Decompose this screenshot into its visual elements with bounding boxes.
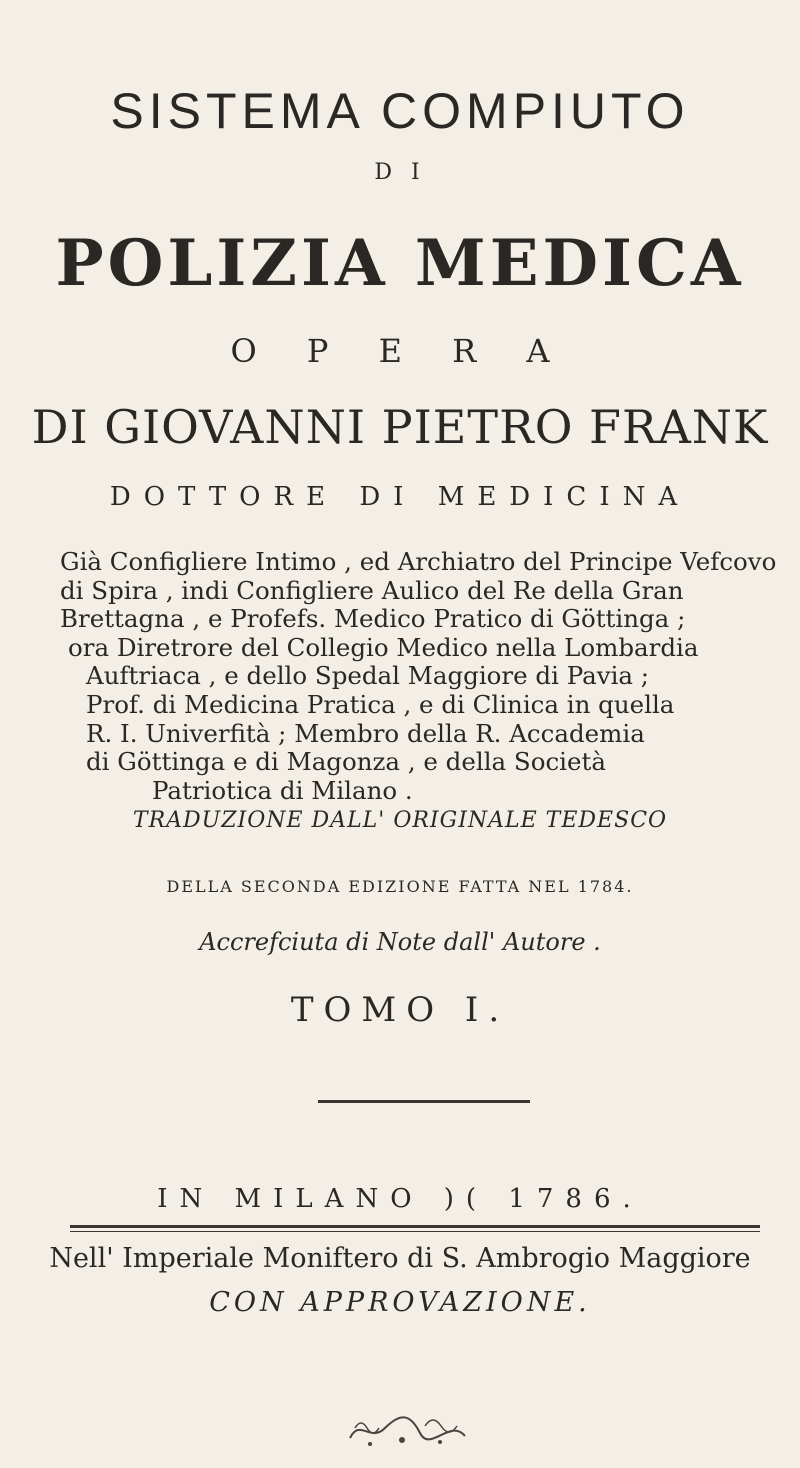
title-line-sistema-compiuto: SISTEMA COMPIUTO xyxy=(110,83,690,139)
translation-note: TRADUZIONE DALL' ORIGINALE TEDESCO xyxy=(132,808,668,833)
description-line: di Göttinga e di Magonza , e della Società xyxy=(86,747,606,777)
description-line: Già Configliere Intimo , ed Archiatro del Principe Vefcovo xyxy=(60,547,777,576)
author-degree: DOTTORE DI MEDICINA xyxy=(109,482,691,512)
title-line-opera: O P E R A xyxy=(230,332,570,370)
description-line: ora Diretrore del Collegio Medico nella Lombardia xyxy=(68,632,699,662)
printer-ornament-icon xyxy=(340,1398,480,1452)
double-rule-thin xyxy=(70,1231,760,1232)
description-line: di Spira , indi Configliere Aulico del Re della Gran xyxy=(60,575,684,605)
description-line: Patriotica di Milano . xyxy=(152,775,413,805)
edition-note: DELLA SECONDA EDIZIONE FATTA NEL 1784. xyxy=(166,877,634,896)
main-title-polizia-medica: POLIZIA MEDICA xyxy=(55,226,745,301)
double-rule xyxy=(70,1225,760,1228)
description-line: Auftriaca , e dello Spedal Maggiore di Pavia ; xyxy=(86,661,650,691)
notes-note: Accrefciuta di Note dall' Autore . xyxy=(199,928,601,956)
approval-line: CON APPROVAZIONE. xyxy=(209,1287,591,1318)
printer-line: Nell' Imperiale Moniftero di S. Ambrogio Maggiore xyxy=(49,1243,751,1274)
volume-label: TOMO I. xyxy=(290,990,510,1030)
author-description xyxy=(60,547,777,805)
description-line: Prof. di Medicina Pratica , e di Clinica in quella xyxy=(86,689,675,719)
title-line-di: D I xyxy=(374,160,426,185)
decorative-rule xyxy=(318,1100,530,1103)
description-line: Brettagna , e Profefs. Medico Pratico di Göttinga ; xyxy=(60,604,686,634)
author-name: DI GIOVANNI PIETRO FRANK xyxy=(31,400,769,454)
description-line: R. I. Univerfità ; Membro della R. Accademia xyxy=(86,718,645,748)
imprint-place: IN MILANO )( 1786. xyxy=(157,1184,643,1214)
